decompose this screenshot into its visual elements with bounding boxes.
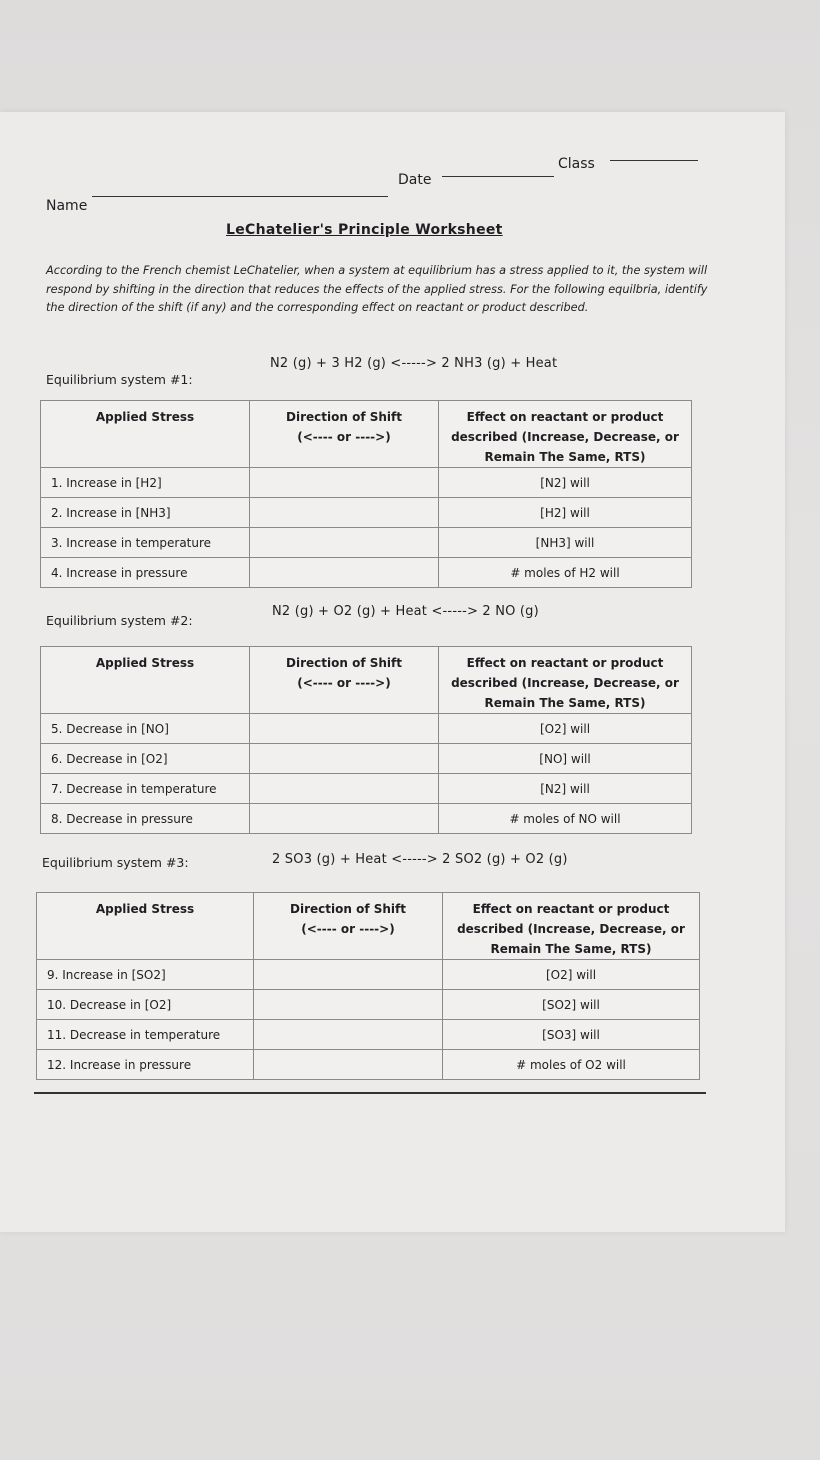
effect-cell[interactable]: [N2] will xyxy=(439,774,692,804)
direction-answer-cell[interactable] xyxy=(254,1050,443,1080)
effect-cell[interactable]: [SO3] will xyxy=(443,1020,700,1050)
direction-answer-cell[interactable] xyxy=(254,1020,443,1050)
table-row xyxy=(41,498,692,528)
effect-cell[interactable]: [NO] will xyxy=(439,744,692,774)
effect-cell[interactable]: # moles of H2 will xyxy=(439,558,692,588)
table-row xyxy=(41,468,692,498)
direction-answer-cell[interactable] xyxy=(250,468,439,498)
effect-cell[interactable]: [N2] will xyxy=(439,468,692,498)
effect-cell[interactable]: # moles of NO will xyxy=(439,804,692,834)
system-1-table xyxy=(40,400,692,588)
effect-cell[interactable]: [H2] will xyxy=(439,498,692,528)
effect-cell[interactable]: [NH3] will xyxy=(439,528,692,558)
table-row xyxy=(37,960,700,990)
table-row xyxy=(41,804,692,834)
effect-cell[interactable]: # moles of O2 will xyxy=(443,1050,700,1080)
table-row xyxy=(41,774,692,804)
stress-cell: 4. Increase in pressure xyxy=(41,558,250,588)
stress-cell: 10. Decrease in [O2] xyxy=(37,990,254,1020)
stress-cell: 11. Decrease in temperature xyxy=(37,1020,254,1050)
stress-cell: 5. Decrease in [NO] xyxy=(41,714,250,744)
stress-cell: 7. Decrease in temperature xyxy=(41,774,250,804)
direction-answer-cell[interactable] xyxy=(250,804,439,834)
class-blank[interactable] xyxy=(610,160,698,161)
class-label: Class xyxy=(558,156,595,172)
system-3-equation: 2 SO3 (g) + Heat <-----> 2 SO2 (g) + O2 (g) xyxy=(272,852,568,867)
date-blank[interactable] xyxy=(442,176,554,177)
name-label: Name xyxy=(46,198,88,214)
header-effect-line3: Remain The Same, RTS) xyxy=(484,696,646,710)
header-direction-title: Direction of Shift xyxy=(286,410,402,424)
bottom-rule xyxy=(34,1092,706,1094)
stress-cell: 1. Increase in [H2] xyxy=(41,468,250,498)
header-effect-line1: Effect on reactant or product xyxy=(472,902,670,916)
effect-cell[interactable]: [O2] will xyxy=(439,714,692,744)
table-row xyxy=(41,528,692,558)
table-row xyxy=(37,990,700,1020)
direction-answer-cell[interactable] xyxy=(250,558,439,588)
direction-answer-cell[interactable] xyxy=(254,960,443,990)
system-3-table xyxy=(36,892,700,1080)
system-3-label: Equilibrium system #3: xyxy=(42,855,189,870)
header-applied-stress: Applied Stress xyxy=(41,401,250,468)
header-effect-line1: Effect on reactant or product xyxy=(466,656,664,670)
system-2-table xyxy=(40,646,692,834)
direction-answer-cell[interactable] xyxy=(250,774,439,804)
direction-answer-cell[interactable] xyxy=(250,744,439,774)
header-direction-title: Direction of Shift xyxy=(290,902,406,916)
system-1-equation: N2 (g) + 3 H2 (g) <-----> 2 NH3 (g) + Heat xyxy=(270,356,558,371)
header-direction xyxy=(250,401,439,468)
stress-cell: 9. Increase in [SO2] xyxy=(37,960,254,990)
header-applied-stress: Applied Stress xyxy=(37,893,254,960)
table-row xyxy=(41,744,692,774)
system-2-equation: N2 (g) + O2 (g) + Heat <-----> 2 NO (g) xyxy=(272,604,539,619)
header-direction-title: Direction of Shift xyxy=(286,656,402,670)
table-header-row xyxy=(41,647,692,714)
system-2-label: Equilibrium system #2: xyxy=(46,613,193,628)
table-row xyxy=(37,1050,700,1080)
table-row xyxy=(41,714,692,744)
intro-paragraph: According to the French chemist LeChatelier, when a system at equilibrium has a stress applied to it, the system will respond by shifting in the direction that reduces the effects of the applied stress. For the following equilbria, identify the direction of the shift (if any) and the corresponding effect on reactant or product described. xyxy=(46,264,708,314)
header-effect-line3: Remain The Same, RTS) xyxy=(490,942,652,956)
stress-cell: 2. Increase in [NH3] xyxy=(41,498,250,528)
stress-cell: 3. Increase in temperature xyxy=(41,528,250,558)
name-blank[interactable] xyxy=(92,196,388,197)
direction-answer-cell[interactable] xyxy=(254,990,443,1020)
direction-answer-cell[interactable] xyxy=(250,714,439,744)
header-effect-line2: described (Increase, Decrease, or xyxy=(457,922,685,936)
table-row xyxy=(37,1020,700,1050)
header-effect xyxy=(439,647,692,714)
header-direction xyxy=(254,893,443,960)
header-effect-line1: Effect on reactant or product xyxy=(466,410,664,424)
header-direction xyxy=(250,647,439,714)
stress-cell: 12. Increase in pressure xyxy=(37,1050,254,1080)
header-effect-line2: described (Increase, Decrease, or xyxy=(451,676,679,690)
header-effect-line3: Remain The Same, RTS) xyxy=(484,450,646,464)
header-direction-arrows: (<---- or ---->) xyxy=(297,676,391,690)
direction-answer-cell[interactable] xyxy=(250,498,439,528)
header-direction-arrows: (<---- or ---->) xyxy=(301,922,395,936)
table-header-row xyxy=(37,893,700,960)
header-direction-arrows: (<---- or ---->) xyxy=(297,430,391,444)
date-label: Date xyxy=(398,172,432,188)
worksheet-title: LeChatelier's Principle Worksheet xyxy=(226,222,503,238)
stress-cell: 8. Decrease in pressure xyxy=(41,804,250,834)
table-header-row xyxy=(41,401,692,468)
header-effect-line2: described (Increase, Decrease, or xyxy=(451,430,679,444)
table-row xyxy=(41,558,692,588)
effect-cell[interactable]: [O2] will xyxy=(443,960,700,990)
system-1-label: Equilibrium system #1: xyxy=(46,372,193,387)
effect-cell[interactable]: [SO2] will xyxy=(443,990,700,1020)
header-effect xyxy=(439,401,692,468)
header-effect xyxy=(443,893,700,960)
header-applied-stress: Applied Stress xyxy=(41,647,250,714)
stress-cell: 6. Decrease in [O2] xyxy=(41,744,250,774)
direction-answer-cell[interactable] xyxy=(250,528,439,558)
